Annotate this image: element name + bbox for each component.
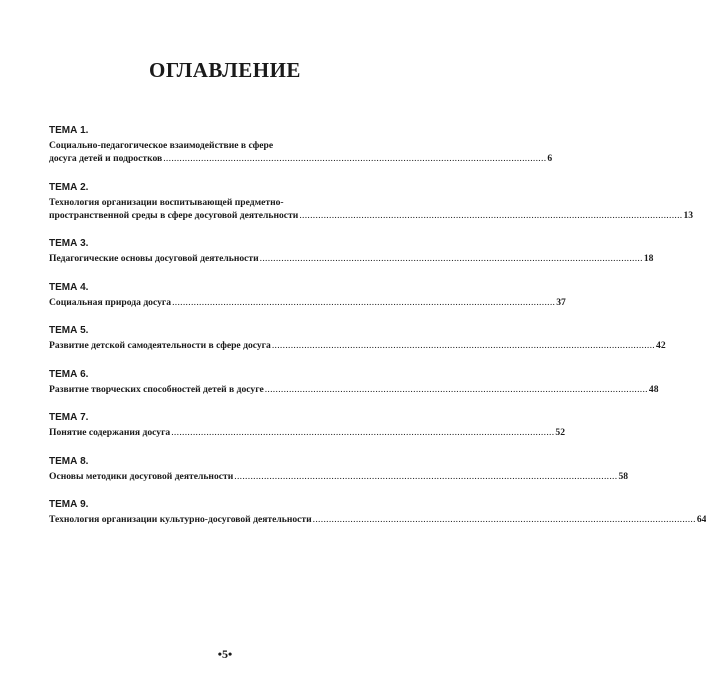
page-ref: 18 — [643, 253, 654, 264]
topic-title-line: Социально-педагогическое взаимодействие в сфере — [49, 140, 274, 151]
topic-title-leader — [49, 383, 659, 396]
page-ref: 42 — [656, 340, 666, 351]
topic-title-line: Развитие творческих способностей детей в досуге — [49, 383, 264, 395]
toc-entry-5 — [49, 324, 666, 352]
table-of-contents — [49, 124, 706, 542]
page-ref: 6 — [547, 153, 553, 164]
topic-title-leader — [49, 209, 694, 222]
topic-title-leader — [49, 513, 706, 526]
topic-title-leader — [49, 470, 629, 483]
topic-title-line: Развитие детской самодеятельности в сфере досуга — [49, 340, 271, 351]
topic-title-leader — [49, 152, 553, 165]
topic-heading: ТЕМА 5. — [49, 325, 89, 336]
page-title: ОГЛАВЛЕНИЕ — [149, 58, 301, 82]
topic-title-line: Технология организации воспитывающей предметно- — [49, 196, 284, 208]
toc-entry-4 — [49, 281, 566, 309]
topic-title-line: Педагогические основы досуговой деятельности — [49, 253, 259, 264]
toc-entry-2 — [49, 181, 694, 222]
topic-title-line: Основы методики досуговой деятельности — [49, 470, 234, 482]
dot-leader: .............................................................................................................................................. — [234, 470, 618, 482]
toc-entry-3 — [49, 237, 654, 265]
topic-heading: ТЕМА 4. — [49, 281, 89, 293]
topic-heading: ТЕМА 2. — [49, 181, 89, 193]
topic-heading: ТЕМА 1. — [49, 125, 89, 136]
dot-leader: .............................................................................................................................................. — [172, 296, 556, 308]
toc-entry-8 — [49, 455, 629, 483]
page-ref: 37 — [556, 296, 566, 308]
topic-heading: ТЕМА 8. — [49, 455, 89, 467]
topic-heading: ТЕМА 7. — [49, 412, 89, 423]
dot-leader: .............................................................................................................................................. — [259, 253, 643, 264]
topic-heading: ТЕМА 6. — [49, 368, 89, 380]
topic-title-leader — [49, 339, 666, 352]
page-ref: 64 — [696, 514, 706, 525]
topic-title-leader — [49, 426, 566, 439]
dot-leader: .............................................................................................................................................. — [163, 153, 547, 164]
toc-entry-6 — [49, 368, 659, 396]
toc-entry-1 — [49, 124, 553, 165]
dot-leader: .............................................................................................................................................. — [299, 209, 683, 221]
page-ref: 58 — [618, 470, 629, 482]
topic-title-line: Социальная природа досуга — [49, 296, 172, 308]
page-ref: 48 — [648, 383, 659, 395]
dot-leader: .............................................................................................................................................. — [271, 340, 656, 351]
toc-entry-7 — [49, 411, 566, 439]
topic-heading: ТЕМА 3. — [49, 238, 89, 249]
topic-title-line: пространственной среды в сфере досуговой деятельности — [49, 209, 299, 221]
toc-entry-9 — [49, 498, 706, 526]
topic-title-line: Понятие содержания досуга — [49, 427, 171, 438]
topic-title-leader — [49, 296, 566, 309]
topic-title-leader — [49, 252, 654, 265]
dot-leader: .............................................................................................................................................. — [312, 514, 696, 525]
topic-heading: ТЕМА 9. — [49, 499, 89, 510]
page-number: •5• — [217, 647, 233, 661]
topic-title-line: Технология организации культурно-досуговой деятельности — [49, 514, 312, 525]
page-ref: 13 — [683, 209, 694, 221]
topic-title-line: досуга детей и подростков — [49, 153, 163, 164]
page-ref: 52 — [555, 427, 566, 438]
dot-leader: .............................................................................................................................................. — [264, 383, 648, 395]
dot-leader: .............................................................................................................................................. — [171, 427, 555, 438]
